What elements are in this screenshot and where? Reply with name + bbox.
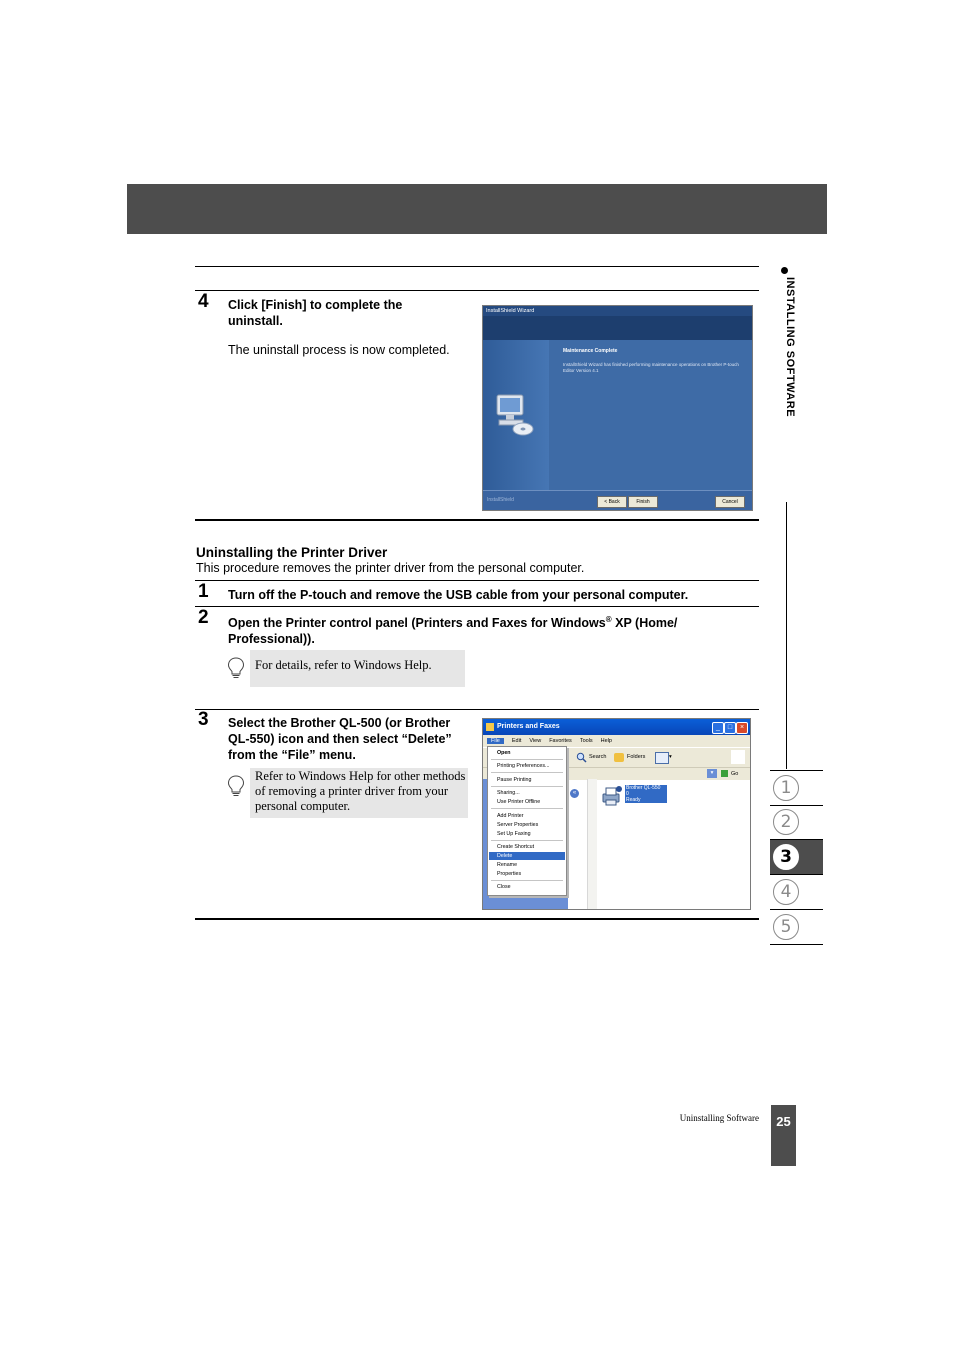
section-intro: This procedure removes the printer driver from the personal computer.: [196, 561, 585, 575]
computer-cd-icon: [493, 391, 535, 439]
lightbulb-icon: [227, 657, 245, 679]
chapter-tab-5[interactable]: [770, 910, 823, 945]
divider: [195, 290, 759, 291]
menu-item-add-printer[interactable]: Add Printer: [497, 813, 524, 819]
windows-logo-icon: [731, 750, 745, 764]
menu-item-rename[interactable]: Rename: [497, 862, 518, 868]
close-icon[interactable]: ×: [736, 722, 748, 734]
window-title: Printers and Faxes: [497, 723, 560, 730]
step-instruction: Select the Brother QL-500 (or Brother QL-550) icon and then select “Delete” from the “File” menu.: [228, 716, 452, 762]
installshield-screenshot: [482, 305, 753, 511]
go-button[interactable]: Go: [731, 771, 739, 777]
finish-button[interactable]: Finish: [628, 496, 658, 508]
section-heading: Uninstalling the Printer Driver: [196, 545, 388, 560]
header-band: [127, 184, 827, 234]
search-button[interactable]: Search: [589, 754, 607, 760]
lightbulb-icon: [227, 775, 245, 797]
menu-separator: [491, 840, 563, 841]
wizard-banner: [483, 316, 752, 340]
go-arrow-icon[interactable]: [721, 770, 728, 777]
menu-file[interactable]: File: [487, 738, 504, 744]
search-icon: [576, 752, 587, 763]
divider: [195, 606, 759, 607]
wizard-heading: Maintenance Complete: [563, 348, 618, 354]
step-instruction: [228, 612, 728, 647]
menu-item-use-printer-offline[interactable]: Use Printer Offline: [497, 799, 541, 805]
back-button[interactable]: < Back: [597, 496, 627, 508]
menu-help[interactable]: Help: [600, 738, 612, 744]
menu-separator: [491, 786, 563, 787]
divider: [195, 519, 759, 521]
chapter-number: 2: [773, 809, 799, 835]
menu-favorites[interactable]: Favorites: [549, 738, 572, 744]
chevron-down-icon[interactable]: ▾: [707, 769, 717, 778]
chapter-tab-1[interactable]: [770, 770, 823, 806]
printer-icon[interactable]: [600, 785, 622, 807]
menu-separator: [491, 808, 563, 809]
section-side-label: INSTALLING SOFTWARE: [784, 277, 796, 418]
note-text: Refer to Windows Help for other methods of removing a printer driver from your personal computer.: [255, 769, 466, 813]
dropdown-arrow-icon[interactable]: ▾: [669, 754, 672, 760]
step-number: 1: [198, 581, 209, 602]
wizard-button-bar: [483, 490, 752, 511]
divider: [195, 580, 759, 581]
step-text-part: XP (Home/ Professional)).: [228, 616, 678, 647]
folders-button[interactable]: Folders: [627, 754, 646, 760]
menu-item-open[interactable]: Open: [497, 750, 511, 756]
footer-section-name: Uninstalling Software: [679, 1113, 759, 1123]
chapter-tab-2[interactable]: [770, 805, 823, 840]
page-number: 25: [776, 1114, 791, 1129]
bullet-icon: [781, 267, 788, 274]
printers-faxes-screenshot: [482, 718, 751, 910]
divider: [195, 709, 759, 710]
step-number: 3: [198, 709, 209, 730]
menu-item-pause-printing[interactable]: Pause Printing: [497, 777, 532, 783]
menu-separator: [491, 759, 563, 760]
divider: [195, 266, 759, 267]
menu-tools[interactable]: Tools: [579, 738, 593, 744]
chapter-number: 3: [773, 844, 799, 870]
minimize-icon[interactable]: _: [712, 722, 724, 734]
menu-edit[interactable]: Edit: [511, 738, 522, 744]
step-number: 4: [198, 291, 209, 312]
step-result-text: The uninstall process is now completed.: [228, 343, 450, 357]
chapter-tab-3[interactable]: [770, 840, 823, 875]
wizard-message: InstallShield Wizard has finished performing maintenance operations on Brother P-touch Editor Version 4.1: [563, 362, 739, 373]
scrollbar[interactable]: [587, 779, 597, 909]
menu-separator: [491, 772, 563, 773]
chapter-number: 1: [773, 775, 799, 801]
step-instruction: Turn off the P-touch and remove the USB cable from your personal computer.: [228, 588, 689, 602]
step-instruction: Click [Finish] to complete the uninstall.: [228, 298, 403, 328]
folder-icon: [486, 723, 494, 731]
note-box: [250, 768, 468, 818]
menu-item-sharing[interactable]: Sharing...: [497, 790, 520, 796]
window-titlebar: [483, 719, 750, 735]
menu-item-close[interactable]: Close: [497, 884, 511, 890]
cancel-button[interactable]: Cancel: [715, 496, 745, 508]
brand-label: InstallShield: [487, 497, 514, 503]
menu-view[interactable]: View: [529, 738, 542, 744]
menu-item-properties[interactable]: Properties: [497, 871, 522, 877]
chapter-tab-4[interactable]: [770, 875, 823, 910]
menu-separator: [491, 880, 563, 881]
menu-item-printing-preferences[interactable]: Printing Preferences...: [497, 763, 550, 769]
step-number: 2: [198, 607, 209, 628]
collapse-icon[interactable]: «: [569, 788, 580, 799]
file-menu: [487, 746, 567, 896]
registered-mark: ®: [605, 615, 612, 624]
menu-item-delete[interactable]: Delete: [489, 852, 565, 860]
chapter-number: 5: [773, 914, 799, 940]
menu-item-set-up-faxing[interactable]: Set Up Faxing: [497, 831, 531, 837]
chapter-number: 4: [773, 879, 799, 905]
maximize-icon[interactable]: □: [724, 722, 736, 734]
window-title: InstallShield Wizard: [483, 306, 753, 316]
printer-status: Ready: [626, 797, 641, 803]
menu-item-create-shortcut[interactable]: Create Shortcut: [497, 844, 535, 850]
note-box: [250, 650, 465, 687]
menu-item-server-properties[interactable]: Server Properties: [497, 822, 539, 828]
folders-icon: [614, 753, 624, 762]
printer-name: Brother QL-550: [626, 785, 661, 791]
divider: [195, 918, 759, 920]
step-text-part: Open the Printer control panel (Printers and Faxes for Windows: [228, 616, 606, 631]
views-icon[interactable]: [655, 752, 669, 764]
printer-count: 0: [626, 791, 629, 797]
page-number-tab: [771, 1105, 796, 1166]
printer-label[interactable]: [625, 785, 667, 803]
side-divider: [786, 502, 787, 769]
note-text: For details, refer to Windows Help.: [255, 658, 432, 672]
